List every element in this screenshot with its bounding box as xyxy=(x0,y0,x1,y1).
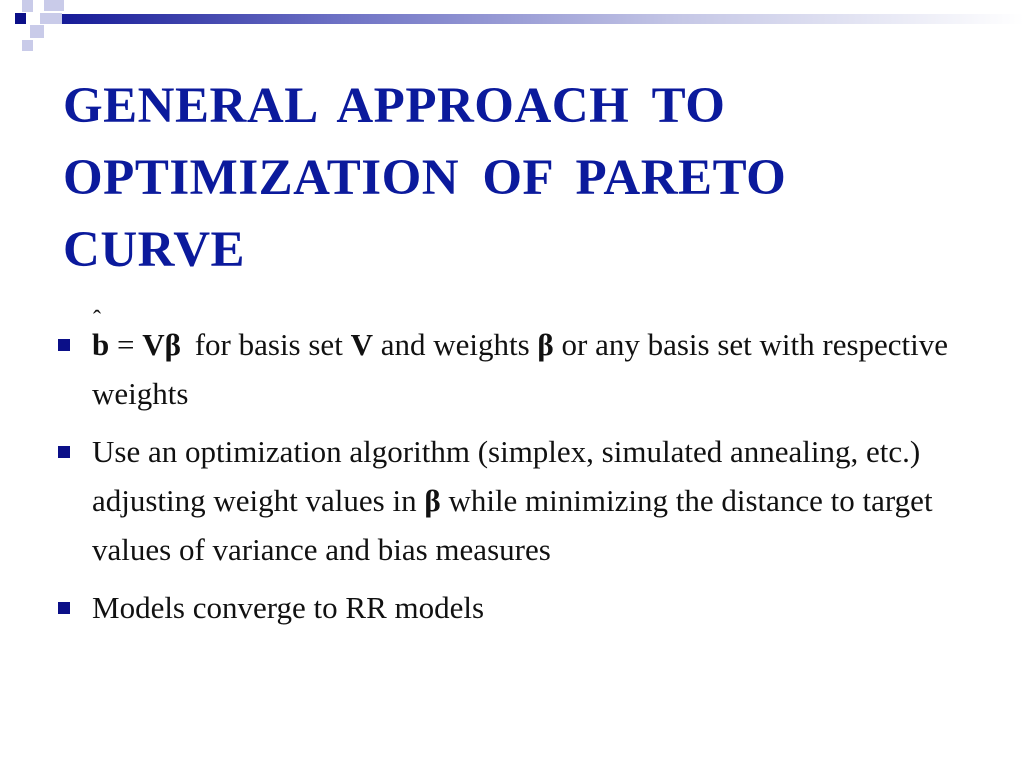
decor-square xyxy=(15,13,26,24)
bullet-item xyxy=(58,427,958,574)
equation-equals: = xyxy=(117,327,135,362)
square-bullet-icon xyxy=(58,602,70,614)
equation-rhs: Vβ xyxy=(142,327,181,362)
bold-symbol: V xyxy=(350,327,373,362)
bullet-text: while minimizing the distance to target values of variance and bias measures xyxy=(92,483,933,567)
bullet-item xyxy=(58,583,958,632)
hat-accent: ˆ xyxy=(93,307,101,333)
decor-square xyxy=(22,40,33,51)
bullet-text: and weights xyxy=(372,327,538,362)
decor-square xyxy=(40,13,62,24)
decor-square xyxy=(30,25,44,38)
square-bullet-icon xyxy=(58,339,70,351)
bold-symbol: β xyxy=(424,483,441,518)
square-bullet-icon xyxy=(58,446,70,458)
equation-lhs: ˆ b xyxy=(92,320,109,369)
header-gradient-bar xyxy=(40,14,1024,24)
bullet-list xyxy=(58,307,958,641)
bullet-text: Models converge to RR models xyxy=(92,590,485,625)
equation xyxy=(92,307,181,362)
bullet-text: or any basis set with respective weights xyxy=(92,327,949,411)
bold-symbol: β xyxy=(537,327,554,362)
bullet-text: for basis set xyxy=(194,327,351,362)
decor-square xyxy=(22,0,33,12)
bullet-text: Use an optimization algorithm (simplex, simulated annealing, etc.) adjusting weight values in xyxy=(92,434,921,518)
bullet-item xyxy=(58,307,958,418)
slide-title: GENERAL APPROACH TO OPTIMIZATION OF PARETO CURVE xyxy=(63,78,787,278)
decor-square xyxy=(44,0,64,11)
